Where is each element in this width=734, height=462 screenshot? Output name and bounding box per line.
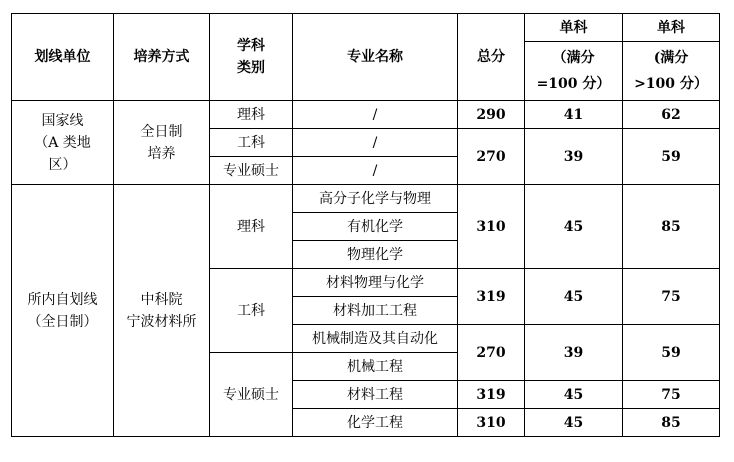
institute-major: 机械工程 bbox=[293, 353, 458, 381]
institute-mode-line1: 中科院 bbox=[140, 291, 183, 308]
institute-category-engineering: 工科 bbox=[210, 269, 293, 353]
institute-category-professional: 专业硕士 bbox=[210, 353, 293, 437]
national-category-professional: 专业硕士 bbox=[210, 157, 293, 185]
national-major-professional: / bbox=[293, 157, 458, 185]
institute-professional-g3-single-le100: 45 bbox=[525, 409, 623, 437]
national-unit-line2: （A 类地 bbox=[34, 134, 91, 151]
header-total: 总分 bbox=[458, 14, 525, 101]
institute-major: 材料工程 bbox=[293, 381, 458, 409]
institute-major: 有机化学 bbox=[293, 213, 458, 241]
header-category-line2: 类别 bbox=[237, 60, 265, 76]
institute-professional-g2-total: 319 bbox=[458, 381, 525, 409]
institute-science-single-gt100: 85 bbox=[623, 185, 720, 269]
national-unit bbox=[12, 101, 114, 185]
institute-mode bbox=[114, 185, 210, 437]
institute-professional-g2-single-le100: 45 bbox=[525, 381, 623, 409]
national-total-science: 290 bbox=[458, 101, 525, 129]
header-single-le100-note bbox=[525, 42, 623, 101]
institute-major: 化学工程 bbox=[293, 409, 458, 437]
national-single-le100-merged: 39 bbox=[525, 129, 623, 185]
national-single-gt100-merged: 59 bbox=[623, 129, 720, 185]
institute-engineering-single-gt100: 75 bbox=[623, 269, 720, 325]
institute-science-single-le100: 45 bbox=[525, 185, 623, 269]
header-mode: 培养方式 bbox=[114, 14, 210, 101]
institute-professional-g1-total: 270 bbox=[458, 325, 525, 381]
institute-professional-g1-single-gt100: 59 bbox=[623, 325, 720, 381]
national-mode bbox=[114, 101, 210, 185]
header-category bbox=[210, 14, 293, 101]
national-major-engineering: / bbox=[293, 129, 458, 157]
institute-mode-line2: 宁波材料所 bbox=[126, 313, 197, 330]
institute-category-science: 理科 bbox=[210, 185, 293, 269]
national-single-gt100-science: 62 bbox=[623, 101, 720, 129]
national-category-engineering: 工科 bbox=[210, 129, 293, 157]
national-mode-line1: 全日制 bbox=[140, 123, 183, 140]
header-category-line1: 学科 bbox=[237, 38, 265, 54]
institute-major: 机械制造及其自动化 bbox=[293, 325, 458, 353]
national-single-le100-science: 41 bbox=[525, 101, 623, 129]
institute-unit-line2: （全日制） bbox=[27, 313, 98, 330]
institute-unit bbox=[12, 185, 114, 437]
institute-professional-g3-single-gt100: 85 bbox=[623, 409, 720, 437]
national-total-merged: 270 bbox=[458, 129, 525, 185]
header-single-gt100-note bbox=[623, 42, 720, 101]
national-category-science: 理科 bbox=[210, 101, 293, 129]
header-single-le100-note-line1: （满分 bbox=[552, 50, 595, 66]
national-major-science: / bbox=[293, 101, 458, 129]
header-single-le100-note-line2: =100 分） bbox=[536, 76, 611, 92]
header-major: 专业名称 bbox=[293, 14, 458, 101]
institute-major: 物理化学 bbox=[293, 241, 458, 269]
institute-professional-g2-single-gt100: 75 bbox=[623, 381, 720, 409]
institute-major: 高分子化学与物理 bbox=[293, 185, 458, 213]
national-mode-line2: 培养 bbox=[147, 145, 176, 162]
header-single-le100: 单科 bbox=[525, 14, 623, 42]
institute-unit-line1: 所内自划线 bbox=[27, 291, 98, 308]
institute-professional-g1-single-le100: 39 bbox=[525, 325, 623, 381]
institute-engineering-total: 319 bbox=[458, 269, 525, 325]
score-table bbox=[11, 13, 720, 437]
institute-major: 材料物理与化学 bbox=[293, 269, 458, 297]
national-unit-line1: 国家线 bbox=[41, 112, 84, 129]
institute-science-total: 310 bbox=[458, 185, 525, 269]
header-single-gt100-note-line1: (满分 bbox=[653, 50, 689, 66]
national-unit-line3: 区） bbox=[48, 156, 77, 173]
institute-professional-g3-total: 310 bbox=[458, 409, 525, 437]
header-unit: 划线单位 bbox=[12, 14, 114, 101]
header-single-gt100-note-line2: >100 分） bbox=[634, 76, 708, 92]
institute-engineering-single-le100: 45 bbox=[525, 269, 623, 325]
institute-major: 材料加工工程 bbox=[293, 297, 458, 325]
header-single-gt100: 单科 bbox=[623, 14, 720, 42]
